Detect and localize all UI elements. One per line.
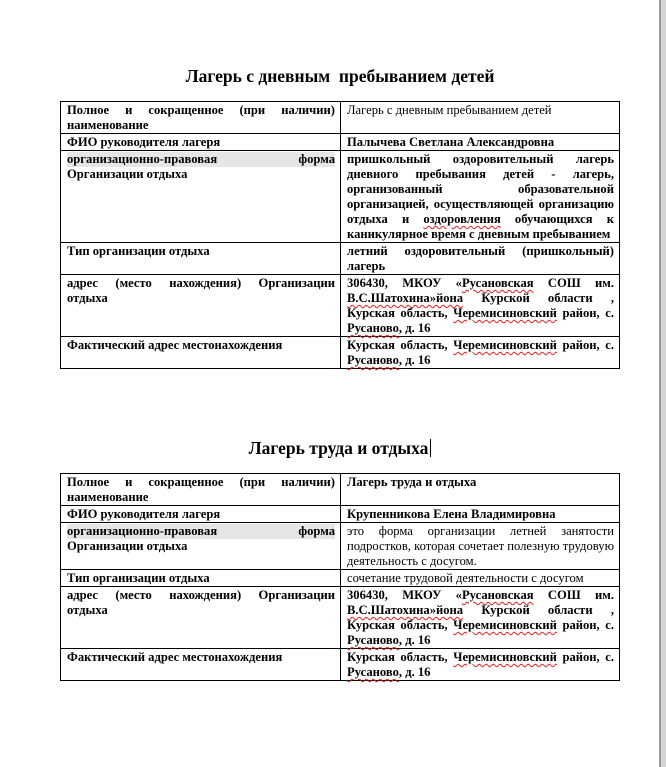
row-value: 306430, МКОУ « xyxy=(347,276,462,290)
row-label: Полное и сокращенное (при наличии) наименование xyxy=(67,103,335,132)
row-value: , д. 16 xyxy=(398,633,431,647)
row-label-part: форма xyxy=(298,524,335,538)
table-cell[interactable] xyxy=(61,243,341,275)
table-row xyxy=(61,649,620,681)
spellcheck-word: Русаново xyxy=(347,353,399,367)
table-cell[interactable] xyxy=(341,587,620,649)
table-cell[interactable] xyxy=(341,523,620,570)
row-value: Курская область, xyxy=(347,650,454,664)
row-value: летний оздоровительный (пришкольный) лагерь xyxy=(347,244,614,273)
row-label-part: организационно-правовая xyxy=(67,152,218,166)
table-cell[interactable] xyxy=(61,275,341,337)
table-cell[interactable] xyxy=(61,474,341,506)
row-value: СОШ им. xyxy=(533,588,614,602)
row-value: район, с. xyxy=(556,650,614,664)
row-label: Полное и сокращенное (при наличии) наименование xyxy=(67,475,335,504)
table-cell[interactable] xyxy=(61,570,341,587)
row-label: адрес (место нахождения) Организации отдыха xyxy=(67,276,335,305)
text-cursor xyxy=(430,439,431,457)
table-row xyxy=(61,474,620,506)
spellcheck-word: Русановская xyxy=(461,276,534,290)
spellcheck-word: Русаново xyxy=(347,665,399,679)
table-row xyxy=(61,151,620,243)
row-label: Фактический адрес местонахождения xyxy=(67,650,283,664)
spellcheck-word: В.С.Шатохина»йона xyxy=(347,291,464,305)
table-cell[interactable] xyxy=(341,570,620,587)
row-value: район, с. xyxy=(556,338,614,352)
table-cell[interactable] xyxy=(61,587,341,649)
table-cell[interactable] xyxy=(61,102,341,134)
row-value: Курская область, xyxy=(347,338,454,352)
row-value: СОШ им. xyxy=(533,276,614,290)
table-cell[interactable] xyxy=(341,243,620,275)
table-cell[interactable] xyxy=(61,337,341,369)
section1-table xyxy=(60,101,620,369)
row-label: Тип организации отдыха xyxy=(67,244,210,258)
row-label-part: форма xyxy=(298,152,335,166)
row-label-line xyxy=(67,539,335,554)
spellcheck-word: В.С.Шатохина»йона xyxy=(347,603,464,617)
page-edge xyxy=(661,0,666,767)
table-row xyxy=(61,523,620,570)
table-cell[interactable] xyxy=(341,134,620,151)
row-label: Тип организации отдыха xyxy=(67,571,210,585)
row-value: пришкольный оздоровительный лагерь дневного пребывания детей - лагерь, организованный образовательной организацией, осуществляющей организацию отдыха и xyxy=(347,152,614,226)
row-label: адрес (место нахождения) Организации отдыха xyxy=(67,588,335,617)
spellcheck-word: Русаново xyxy=(347,321,399,335)
table-cell[interactable] xyxy=(61,151,341,243)
row-value: Палычева Светлана Александровна xyxy=(347,135,555,149)
section2-title-text: Лагерь труда и отдыха xyxy=(248,438,429,458)
row-value: это форма организации летней занятости подростков, которая сочетает полезную трудовую деятельность с досугом. xyxy=(347,524,614,568)
spellcheck-word: оздоровления xyxy=(423,212,501,226)
section1-title[interactable]: Лагерь с дневным пребыванием детей xyxy=(185,66,495,86)
table-row xyxy=(61,243,620,275)
row-value: , д. 16 xyxy=(398,665,431,679)
row-value: район, с. xyxy=(556,306,614,320)
spellcheck-word: Черемисиновский xyxy=(453,650,557,664)
spellcheck-word: Черемисиновский xyxy=(453,338,557,352)
table-cell[interactable] xyxy=(341,474,620,506)
table-cell[interactable] xyxy=(61,523,341,570)
row-label-line xyxy=(67,524,335,539)
row-value: сочетание трудовой деятельности с досугом xyxy=(347,571,584,585)
row-value: Лагерь труда и отдыха xyxy=(347,475,477,489)
spellcheck-word: Русаново xyxy=(347,633,399,647)
row-label-part: организационно-правовая xyxy=(67,524,218,538)
row-label: Фактический адрес местонахождения xyxy=(67,338,283,352)
row-value: Лагерь с дневным пребыванием детей xyxy=(347,103,552,117)
table-cell[interactable] xyxy=(341,506,620,523)
row-value: , д. 16 xyxy=(398,321,431,335)
table-cell[interactable] xyxy=(341,649,620,681)
table-cell[interactable] xyxy=(61,506,341,523)
row-value: Крупенникова Елена Владимировна xyxy=(347,507,556,521)
row-value: Курской области , Курская область, xyxy=(347,603,614,632)
row-label: ФИО руководителя лагеря xyxy=(67,507,221,521)
spellcheck-word: Русановская xyxy=(461,588,534,602)
table-cell[interactable] xyxy=(341,102,620,134)
table-cell[interactable] xyxy=(61,134,341,151)
row-label-part: Организации отдыха xyxy=(67,539,188,553)
row-label: ФИО руководителя лагеря xyxy=(67,135,221,149)
table-row xyxy=(61,134,620,151)
spellcheck-word: Черемисиновский xyxy=(453,306,557,320)
row-label-line xyxy=(67,152,335,167)
table-cell[interactable] xyxy=(341,275,620,337)
table-row xyxy=(61,570,620,587)
row-value: обучающихся к каникулярное время с дневным пребыванием xyxy=(347,212,614,241)
row-label-line xyxy=(67,167,335,182)
section2-table xyxy=(60,473,620,681)
row-value: район, с. xyxy=(556,618,614,632)
table-cell[interactable] xyxy=(61,649,341,681)
table-row xyxy=(61,587,620,649)
spellcheck-word: Черемисиновский xyxy=(453,618,557,632)
table-row xyxy=(61,275,620,337)
table-row xyxy=(61,102,620,134)
row-label-part: Организации отдыха xyxy=(67,167,188,181)
table-cell[interactable] xyxy=(341,151,620,243)
table-row xyxy=(61,337,620,369)
table-cell[interactable] xyxy=(341,337,620,369)
section2-title[interactable] xyxy=(60,438,620,459)
row-value: Курской области , Курская область, xyxy=(347,291,614,320)
row-value: , д. 16 xyxy=(398,353,431,367)
table-row xyxy=(61,506,620,523)
row-value: 306430, МКОУ « xyxy=(347,588,462,602)
